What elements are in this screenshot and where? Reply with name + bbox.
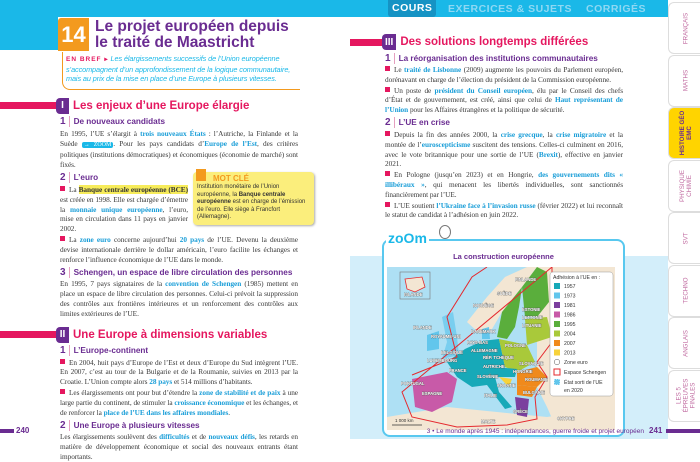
map-label: LETTONIE (522, 315, 543, 321)
map-label: CROATIE (497, 383, 516, 389)
highlight-term: trois nouveaux États (140, 128, 206, 138)
text-segment: . (228, 407, 231, 417)
legend-label: 1957 (564, 284, 576, 291)
right-column (350, 26, 640, 440)
paragraph (60, 358, 298, 387)
subheading (60, 345, 298, 357)
highlight-term: euroscepticisme (421, 139, 471, 149)
section-bar (350, 39, 382, 46)
map-label: SLOVAQUIE (519, 361, 544, 367)
section-number: III (382, 34, 396, 50)
highlight-term: des gouvernements dits « illibéraux » (385, 170, 623, 189)
en-bref (62, 52, 300, 90)
highlight-term: l’Ukraine face à l’invasion russe (436, 200, 536, 210)
legend-label: en 2020 (564, 388, 583, 395)
subheading-title: De nouveaux candidats (73, 117, 166, 127)
page-bar-left (0, 429, 14, 433)
map-label: DANEMARK (471, 329, 496, 335)
legend-label: 1986 (564, 312, 576, 319)
map-label: SLOVÉNIE (477, 374, 499, 380)
zoom-link[interactable]: → ZOOM (83, 141, 112, 148)
map-label: GRÈCE (513, 409, 528, 415)
top-band-left-ext (0, 0, 58, 50)
text-segment: En 1995, l’UE s’élargit à (60, 128, 141, 138)
map-label: IRLANDE (413, 325, 432, 331)
legend-swatch (554, 302, 560, 308)
text-segment: , élu par le Conseil des chefs d’État et de gouvernement, est créé, ainsi que celui de (385, 85, 623, 105)
subheading (60, 116, 298, 128)
text-segment: Les élargissements ont pour but d’étendre la (69, 387, 200, 397)
tab-cours[interactable]: COURS (388, 0, 436, 17)
side-tab[interactable] (668, 107, 700, 159)
map-label: AUTRICHE (483, 364, 505, 370)
map-label: BELGIQUE (441, 350, 463, 356)
text-segment: concerne aujourd’hui (110, 234, 180, 244)
map-label: LITUANIE (522, 323, 542, 329)
map-label: POLOGNE (505, 343, 526, 349)
side-tab[interactable] (668, 317, 700, 369)
highlight-term: zone de stabilité et de paix (199, 387, 281, 397)
subheading (60, 172, 188, 184)
page-title (95, 19, 289, 51)
map-label: ROUMANIE (525, 377, 548, 383)
text-segment: . Pour les pays candidats d’ (113, 138, 205, 148)
map-label: RÉP. TCHÈQUE (483, 355, 514, 361)
paragraph (60, 388, 298, 417)
text-segment: est créée en 1998. Elle est chargée d’émettre la (60, 194, 188, 214)
text-segment: , les retards en matière de développement économique et social des nouveaux entrants étant importants. (60, 432, 299, 461)
text-segment: , l’euro, mise en circulation dans 11 pays en janvier 2002. (60, 204, 188, 234)
subheading-number: 2 (60, 420, 70, 431)
section-bar (0, 331, 56, 338)
section-number: I (56, 98, 69, 114)
map-label: ESPAGNE (422, 391, 443, 397)
map-label: MALTE (481, 419, 496, 425)
bullet-square (385, 131, 390, 136)
legend-label: 1981 (564, 303, 576, 310)
text-segment: pour les Affaires étrangères et la politique de sécurité. (408, 105, 565, 115)
bullet-square (385, 66, 390, 71)
subheading-number: 1 (60, 345, 70, 356)
paragraph (60, 432, 298, 461)
tab-corriges[interactable]: CORRIGÉS (586, 3, 647, 15)
legend-label: 1973 (564, 293, 576, 300)
paragraph (60, 185, 188, 234)
text-segment: ), effective en janvier 2021. (385, 149, 624, 169)
page-bar-right (666, 429, 700, 433)
side-tab[interactable] (668, 212, 700, 264)
highlight-term: Europe de l’Est (204, 138, 257, 148)
subheading-title: La réorganisation des institutions communautaires (398, 53, 598, 63)
mot-cle-text: Institution monétaire de l’Union européenne, la (197, 183, 280, 198)
paragraph (385, 170, 623, 199)
section-heading (0, 98, 320, 114)
paragraph (385, 130, 623, 169)
subheading-title: Une Europe à plusieurs vitesses (73, 420, 200, 430)
text-segment: (1985) mettent en place un espace de libre circulation des personnes. Celui-ci prévoit la suppression des contrôles aux frontières intérieures et un renforcement des contrôles aux limites extérieures de l’UE. (60, 279, 298, 318)
euro-row (60, 170, 314, 234)
text-segment: En 1995, 7 pays signataires de la (60, 279, 166, 289)
legend-label: Espace Schengen (564, 370, 607, 377)
subheading (60, 419, 298, 431)
text-segment: : l’Autriche, la Finlande et la Suède (60, 128, 298, 148)
map-label: FINLANDE (515, 277, 537, 283)
map-label: PAYS-BAS (467, 340, 488, 346)
highlight-term: Banque centrale européenne (BCE) (78, 184, 188, 194)
map-label: CHYPRE (557, 416, 575, 422)
subheading-title: Schengen, un espace de libre circulation des personnes (73, 267, 293, 277)
brief-label: EN BREF ▸ (66, 56, 109, 63)
mot-cle-text: est en charge de l’émission de l’euro. Elle siège à Francfort (Allemagne). (197, 199, 306, 221)
subheading (385, 117, 623, 129)
highlight-term: 28 pays (149, 377, 173, 387)
legend-swatch (554, 321, 560, 327)
map-label: ISLANDE (404, 292, 423, 298)
legend-label: 2004 (564, 331, 576, 338)
title-line: le traité de Maastricht (95, 34, 255, 51)
bullet-square (60, 389, 65, 394)
page-number-left: 240 (16, 426, 30, 435)
bullet-square (385, 202, 390, 207)
text-segment: de l’UE. Devenu la deuxième devise internationale derrière le dollar américain, l’euro facilite les échanges et renforce l’influence économique de l’UE dans le monde. (60, 234, 298, 264)
legend-swatch (554, 293, 560, 299)
zoom-logo: zoOm (388, 230, 427, 247)
side-tab-label: PHYSIQUE CHIMIE (678, 169, 693, 202)
legend-swatch (554, 283, 560, 289)
text-segment: La (69, 184, 79, 194)
mot-cle-term: Banque centrale européenne (197, 191, 286, 206)
highlight-term: monnaie unique européenne (69, 204, 163, 214)
bullet-square (60, 186, 65, 191)
footer-chapter (427, 428, 644, 435)
text-segment: La (69, 234, 80, 244)
text-segment: à une large partie du continent, de stimuler la (60, 387, 299, 407)
subheading-number: 2 (60, 172, 70, 183)
subheading (60, 266, 298, 278)
zoom-section (382, 224, 625, 440)
map-label: ROYAUME-UNI (431, 334, 461, 340)
side-tab-label: HISTOIRE GÉO EMC (678, 110, 693, 156)
bullet-square (385, 171, 390, 176)
text-segment: (2009) augmente les pouvoirs du Parlement européen, dorénavant en charge de l’élection du président de la Commission européenne. (385, 65, 624, 84)
book-icon (196, 169, 206, 181)
highlight-term: traité de Lisbonne (404, 65, 462, 74)
text-segment: et de (189, 432, 209, 442)
chapter-number: 14 (58, 18, 89, 51)
bullet-square (385, 87, 390, 92)
highlight-term: convention de Schengen (165, 279, 242, 289)
highlight-term: crise grecque (500, 129, 543, 139)
legend-label: 2013 (564, 350, 576, 357)
subheading-number: 3 (60, 267, 70, 278)
map-label: HONGRIE (513, 369, 533, 375)
text-segment: Un poste de (394, 85, 435, 95)
side-tab-label: MATHS (682, 69, 689, 92)
map-label: FRANCE (449, 368, 467, 374)
side-tab-label: LES 5 ÉPREUVES FINALES (675, 378, 696, 413)
bullet-square (60, 359, 65, 364)
map-legend (550, 272, 613, 396)
bird-icon (439, 225, 451, 239)
scale-label: 1 000 km (395, 418, 414, 424)
highlight-term: place de l’UE dans les affaires mondiales (103, 407, 229, 417)
subheading-title: L’euro (73, 173, 99, 183)
section-bar (0, 102, 56, 109)
subheading-title: L’Europe-continent (73, 346, 149, 356)
paragraph (60, 279, 298, 318)
text-segment: et 514 millions d’habitants. (172, 377, 253, 387)
mot-cle-box (193, 172, 314, 225)
side-tab-label: TECHNO (682, 277, 689, 304)
text-segment: Le (394, 65, 405, 74)
legend-swatch (554, 379, 560, 385)
subheading-title: L’UE en crise (398, 118, 450, 128)
euro-icon (554, 359, 560, 365)
legend-swatch (554, 350, 560, 356)
text-segment: Les élargissements soulèvent des (60, 432, 160, 442)
side-tab[interactable] (668, 370, 700, 422)
map-europe (387, 267, 615, 430)
highlight-term: zone euro (79, 234, 111, 244)
map-label: ITALIE (484, 393, 497, 399)
title-line: Le projet européen depuis (95, 18, 289, 35)
highlight-term: nouveaux défis (208, 432, 255, 442)
mot-cle-title: MOT CLÉ (213, 173, 249, 183)
paragraph (385, 86, 623, 115)
text-segment: En 2004, huit pays d’Europe de l’Est et deux d’Europe du Sud intègrent l’UE. En 2007, c’est au tour de la Bulgarie et de la Roumanie, suivies en 2013 par la Croatie. L’Union compte alors (60, 357, 298, 387)
top-nav (388, 2, 668, 17)
text-segment: Depuis la fin des années 2000, la (394, 129, 501, 139)
text-segment: et les échanges, et de renforcer la (60, 397, 299, 417)
highlight-term: 20 pays (179, 234, 205, 244)
text-segment: , des critères politiques (institutions démocratiques) et économiques (économie de marché) sont fixés. (60, 138, 298, 170)
section-heading (350, 34, 640, 50)
map-label: ALLEMAGNE (471, 348, 498, 354)
text-segment: (février 2022) et lui reconnaît le statut de candidat à l’adhésion en juin 2022. (385, 200, 623, 220)
highlight-term: crise migratoire (555, 129, 607, 139)
legend-label: 1995 (564, 322, 576, 329)
legend-swatch (554, 340, 560, 346)
text-segment: , qui menacent les libertés individuelles, sont sanctionnés financièrement par l’UE. (385, 179, 623, 199)
page-number-right: 241 (649, 426, 663, 435)
euro-text (60, 170, 188, 234)
subheading-number: 1 (60, 116, 70, 127)
side-tab-label: ANGLAIS (682, 329, 689, 357)
paragraph (60, 235, 298, 264)
side-tab-label: SVT (682, 231, 689, 245)
side-tab[interactable] (668, 55, 700, 107)
text-segment: , la (542, 129, 556, 139)
text-segment: suscitent des tensions. Celles-ci culminent en 2016, avec le vote britannique pour une sortie de l’UE ( (385, 139, 623, 159)
highlight-term: Brexit (538, 149, 558, 159)
highlight-term: Haut représentant de l’Union (385, 95, 623, 115)
legend-swatch (554, 312, 560, 318)
tab-exercices[interactable]: EXERCICES & SUJETS (448, 3, 572, 15)
text-segment: et la montée de l’ (385, 129, 623, 149)
legend-label: 2007 (564, 341, 576, 348)
section-title: Les enjeux d’une Europe élargie (73, 99, 250, 112)
bullet-square (60, 236, 65, 241)
subheading-number: 2 (385, 117, 395, 128)
subheading-number: 1 (385, 53, 395, 64)
highlight-term: croissance économique (174, 397, 245, 407)
side-tab[interactable] (668, 160, 700, 212)
footer-chapter-text: 3 • Le monde après 1945 : indépendances, guerre froide et projet européen (426, 428, 644, 435)
paragraph (60, 129, 298, 170)
map-title: La construction européenne (453, 252, 554, 262)
section-number: II (56, 327, 69, 343)
side-tab[interactable] (668, 2, 700, 54)
map-label: SUÈDE (497, 291, 512, 297)
legend-swatch (554, 331, 560, 337)
map-label: BULGARIE (523, 390, 545, 396)
highlight-term: président du Conseil européen (434, 85, 532, 95)
subheading (385, 52, 623, 64)
highlight-term: difficultés (159, 432, 190, 442)
text-segment: En Pologne (jusqu’en 2023) et en Hongrie, (394, 170, 539, 180)
legend-title: Adhésion à l’UE en : (553, 275, 601, 282)
text-segment: L’UE soutient (394, 200, 437, 210)
side-tab-label: FRANÇAIS (682, 12, 689, 44)
map-label: NORVÈGE (473, 303, 494, 309)
section-title: Des solutions longtemps différées (400, 36, 589, 48)
section-title: Une Europe à dimensions variables (73, 328, 268, 341)
section-heading (0, 327, 320, 343)
legend-label: Zone euro (564, 360, 588, 367)
greece (515, 397, 529, 417)
map-label: PORTUGAL (401, 381, 425, 387)
left-column (0, 52, 320, 462)
map-label: ESTONIE (522, 307, 541, 313)
map-label: LUXEMBOURG (427, 358, 458, 364)
legend-label: État sorti de l’UE (564, 380, 603, 387)
paragraph (385, 201, 623, 221)
paragraph (385, 65, 623, 85)
side-tab[interactable] (668, 265, 700, 317)
brief-text: Les élargissements successifs de l’Union européenne s’accompagnent d’un approfondissement de la logique communautaire, mais au prix de la mise en place d’une Europe à plusieurs vitesses. (66, 54, 291, 84)
